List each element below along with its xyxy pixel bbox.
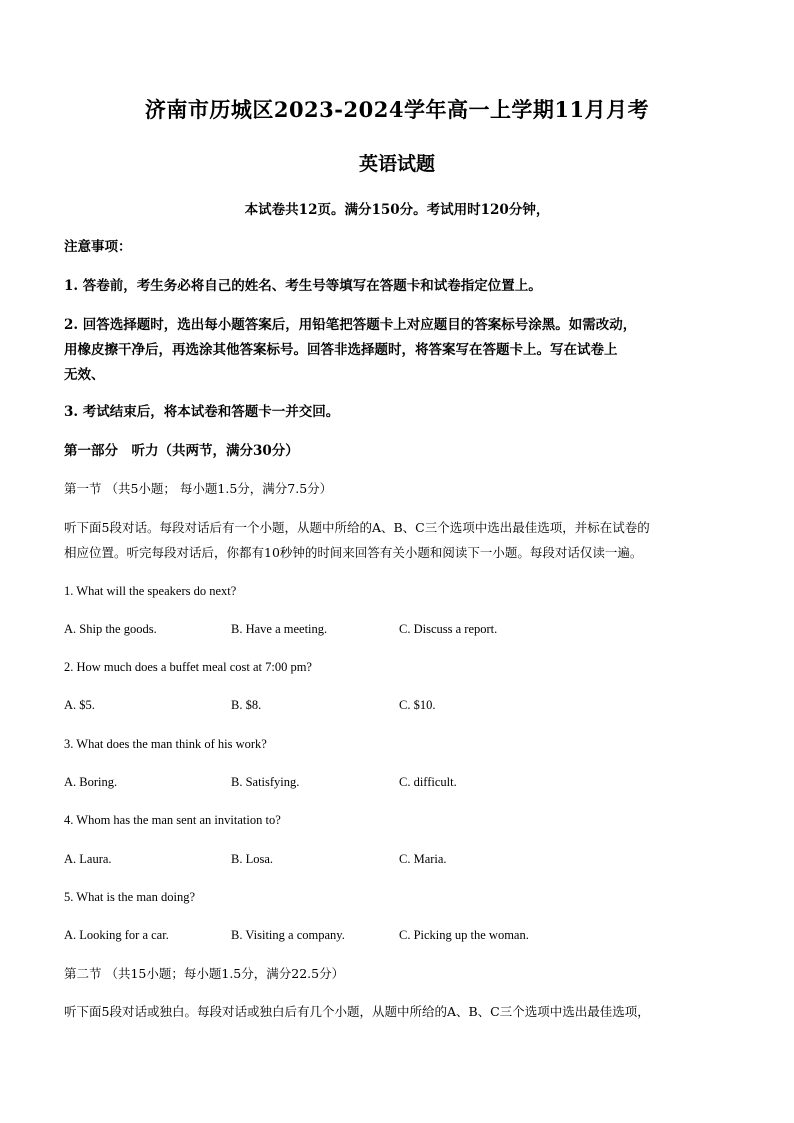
part1-heading: 第一部分 听力（共两节，满分30分）: [64, 443, 299, 459]
notes-item-3: 3. 考试结束后，将本试卷和答题卡一并交回。: [64, 404, 340, 420]
question-2-option-c: C. $10.: [399, 698, 436, 712]
question-2: 2. How much does a buffet meal cost at 7:00 pm?: [64, 660, 312, 674]
question-3-option-b: B. Satisfying.: [231, 775, 300, 789]
question-5: 5. What is the man doing?: [64, 890, 195, 904]
section1-intro-line-2: 相应位置。听完每段对话后，你都有10秒钟的时间来回答有关小题和阅读下一小题。每段对话仅读一遍。: [64, 545, 643, 560]
exam-title: 济南市历城区2023-2024学年高一上学期11月月考: [144, 97, 650, 122]
question-5-option-c: C. Picking up the woman.: [399, 928, 529, 942]
question-4-option-a: A. Laura.: [64, 852, 112, 866]
question-5-option-b: B. Visiting a company.: [231, 928, 345, 942]
question-5-option-a: A. Looking for a car.: [64, 928, 169, 942]
exam-subtitle: 英语试题: [358, 153, 435, 175]
section2-intro-line-1: 听下面5段对话或独白。每段对话或独白后有几个小题，从题中所给的A、B、C三个选项中选出最佳选项，: [64, 1004, 650, 1019]
notes-item-1: 1. 答卷前，考生务必将自己的姓名、考生号等填写在答题卡和试卷指定位置上。: [64, 278, 542, 294]
notes-heading: 注意事项：: [64, 239, 132, 255]
question-1-option-a: A. Ship the goods.: [64, 622, 157, 636]
question-3-option-a: A. Boring.: [64, 775, 118, 789]
question-1-option-b: B. Have a meeting.: [231, 622, 328, 636]
notes-item-2-line-1: 2. 回答选择题时，选出每小题答案后，用铅笔把答题卡上对应题目的答案标号涂黑。如需改动，: [64, 317, 637, 333]
notes-item-2-line-2: 用橡皮擦干净后，再选涂其他答案标号。回答非选择题时，将答案写在答题卡上。写在试卷上: [64, 342, 618, 358]
question-2-option-b: B. $8.: [231, 698, 262, 712]
question-4-option-c: C. Maria.: [399, 852, 447, 866]
question-1-option-c: C. Discuss a report.: [399, 622, 498, 636]
section1-intro-line-1: 听下面5段对话。每段对话后有一个小题，从题中所给的A、B、C三个选项中选出最佳选项，并标在试卷的: [64, 520, 650, 535]
section2-heading: 第二节 （共15小题；每小题1.5分，满分22.5分）: [64, 966, 345, 981]
question-3: 3. What does the man think of his work?: [64, 737, 267, 751]
question-1: 1. What will the speakers do next?: [64, 584, 237, 598]
question-3-option-c: C. difficult.: [399, 775, 457, 789]
exam-info: 本试卷共12页。满分150分。考试用时120分钟，: [244, 202, 550, 218]
question-4-option-b: B. Losa.: [231, 852, 274, 866]
section1-heading: 第一节 （共5小题； 每小题1.5分，满分7.5分）: [64, 481, 333, 496]
question-4: 4. Whom has the man sent an invitation to?: [64, 813, 281, 827]
question-2-option-a: A. $5.: [64, 698, 95, 712]
notes-item-2-line-3: 无效、: [64, 367, 105, 383]
